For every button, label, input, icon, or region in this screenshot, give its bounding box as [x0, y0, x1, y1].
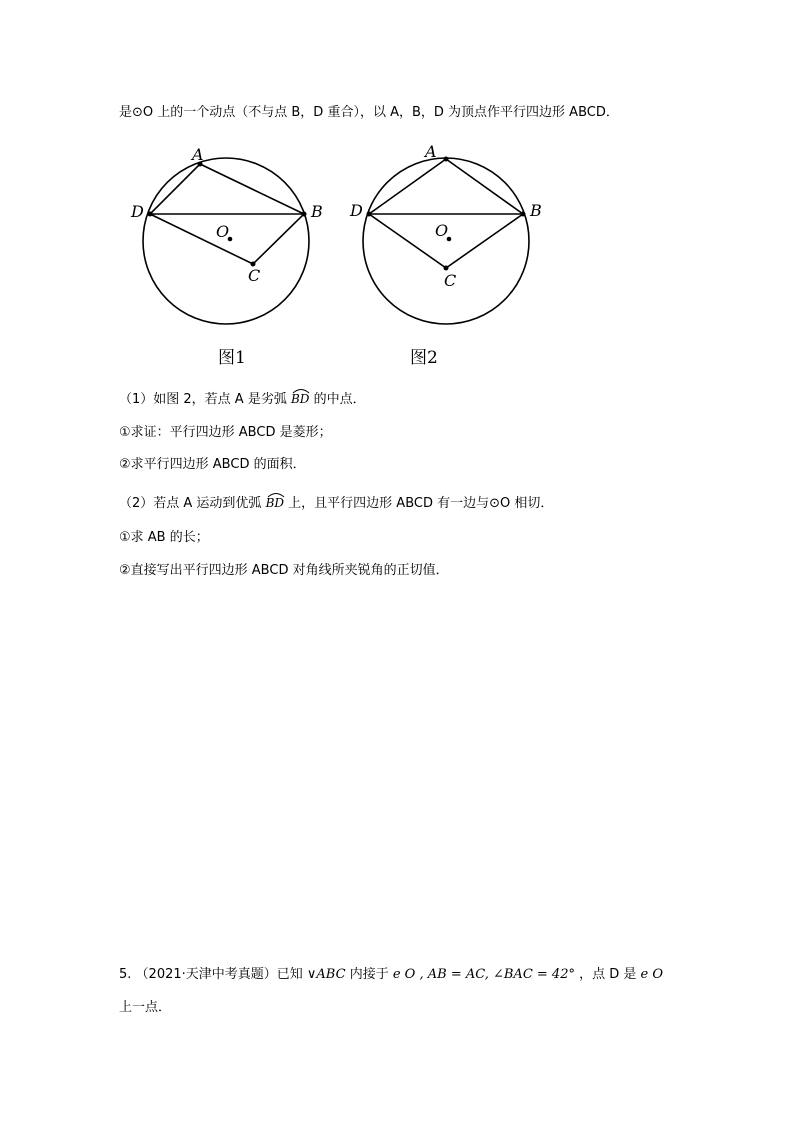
label-b-2: B — [530, 201, 542, 220]
figure-2-caption: 图2 — [410, 348, 438, 368]
part2-suffix: 上，且平行四边形 ABCD 有一边与⊙O 相切． — [288, 496, 554, 511]
problem5-circle1: e O — [392, 967, 416, 982]
label-c-2: C — [444, 271, 457, 290]
intro-line: 是⊙O 上的一个动点（不与点 B，D 重合），以 A，B，D 为顶点作平行四边形 ABCD． — [119, 105, 619, 120]
part1-suffix: 的中点． — [313, 392, 366, 407]
label-d-1: D — [131, 202, 144, 221]
label-a-1: A — [192, 145, 204, 164]
problem5-line — [119, 966, 663, 984]
point-d-1 — [148, 212, 153, 217]
arc-bd-minor-label: BD — [290, 392, 310, 406]
label-a-2: A — [425, 142, 437, 161]
point-b-2 — [521, 212, 526, 217]
arc-bd-minor — [291, 390, 309, 408]
arc-bd-major-label: BD — [265, 496, 285, 510]
figure-1 — [125, 142, 325, 342]
problem5-condition: , AB = AC, ∠BAC = 42° — [419, 967, 575, 982]
problem5-source: （2021·天津中考真题）已知 — [135, 967, 303, 982]
point-c-2 — [444, 266, 449, 271]
arc-symbol-icon — [266, 490, 286, 498]
figure-2 — [345, 142, 545, 342]
arc-bd-major — [266, 494, 284, 512]
label-d-2: D — [350, 201, 363, 220]
point-a-2 — [444, 157, 449, 162]
part1-q2: ②求平行四边形 ABCD 的面积． — [119, 457, 306, 472]
label-c-1: C — [248, 266, 261, 285]
label-o-1: O — [216, 222, 230, 241]
problem5-inscribed: 内接于 — [349, 967, 389, 982]
point-b-1 — [302, 212, 307, 217]
circle-1 — [143, 158, 309, 324]
problem5-number: 5. — [119, 967, 132, 982]
figure-1-caption: 图1 — [218, 348, 246, 368]
problem5-triangle: ∨ABC — [306, 967, 346, 982]
problem5-point-text: ，点 D 是 — [579, 967, 637, 982]
point-d-2 — [367, 212, 372, 217]
part1-q1: ①求证：平行四边形 ABCD 是菱形； — [119, 425, 332, 440]
part2-prefix: （2）若点 A 运动到优弧 — [119, 496, 262, 511]
problem5-line2: 上一点． — [119, 1000, 172, 1015]
part1-line — [119, 390, 366, 409]
arc-symbol-icon — [291, 386, 311, 394]
part2-q2: ②直接写出平行四边形 ABCD 对角线所夹锐角的正切值． — [119, 563, 449, 578]
circle-2 — [363, 158, 529, 324]
label-o-2: O — [435, 221, 449, 240]
part2-line — [119, 494, 553, 513]
label-b-1: B — [311, 202, 323, 221]
problem5-circle2: e O — [640, 967, 664, 982]
part2-q1: ①求 AB 的长； — [119, 530, 209, 545]
part1-prefix: （1）如图 2，若点 A 是劣弧 — [119, 392, 287, 407]
